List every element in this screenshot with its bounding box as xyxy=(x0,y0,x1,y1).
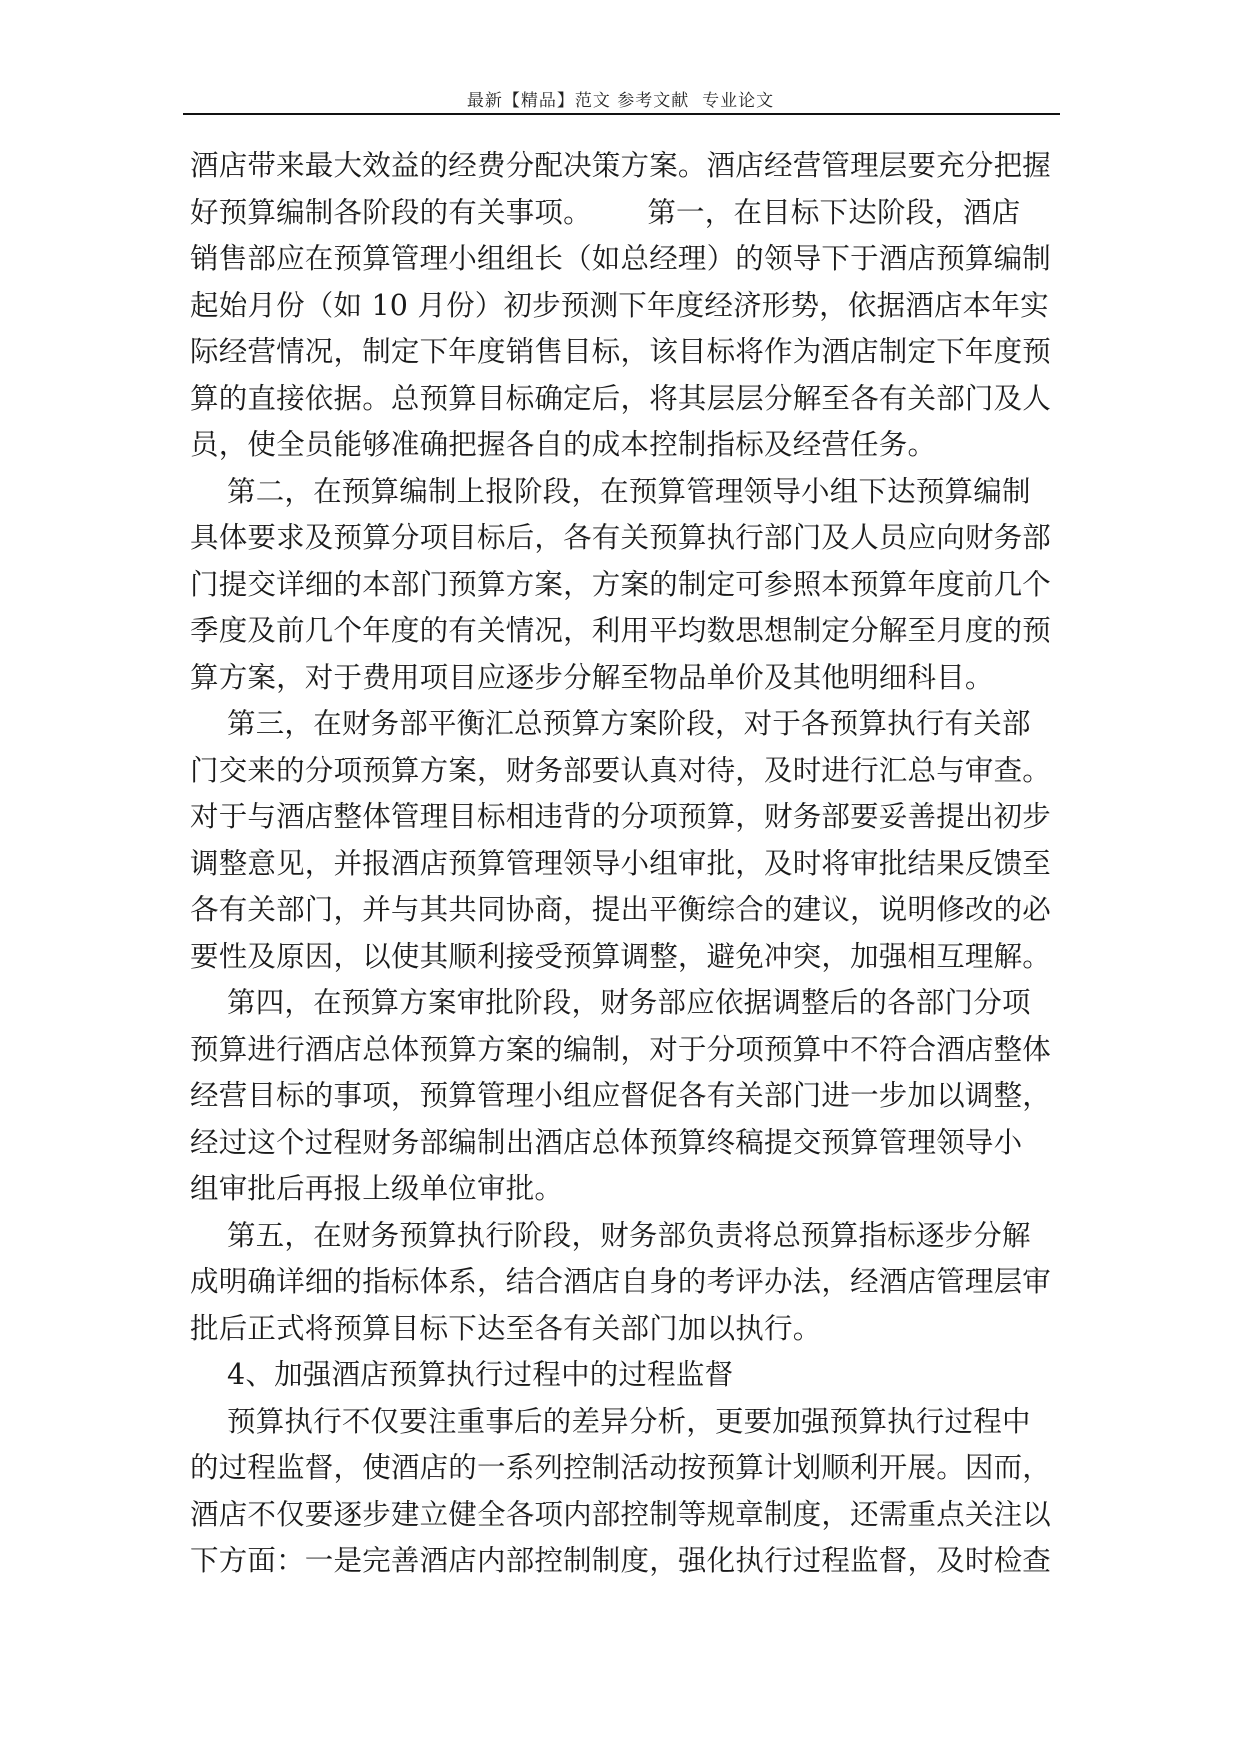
text-line: 第五，在财务预算执行阶段，财务部负责将总预算指标逐步分解 xyxy=(190,1218,1031,1252)
text-line: 际经营情况，制定下年度销售目标，该目标将作为酒店制定下年度预 xyxy=(190,335,1052,368)
text-line: 下方面：一是完善酒店内部控制制度，强化执行过程监督，及时检查 xyxy=(190,1544,1052,1577)
text-line: 酒店不仅要逐步建立健全各项内部控制等规章制度，还需重点关注以 xyxy=(190,1497,1052,1531)
text-line: 算方案，对于费用项目应逐步分解至物品单价及其他明细科目。 xyxy=(190,660,994,694)
text-line: 第三，在财务部平衡汇总预算方案阶段，对于各预算执行有关部 xyxy=(190,707,1031,740)
text-line: 经营目标的事项，预算管理小组应督促各有关部门进一步加以调整， xyxy=(190,1079,1052,1112)
text-line: 好预算编制各阶段的有关事项。 第一，在目标下达阶段，酒店 xyxy=(190,195,1021,229)
text-line: 的过程监督，使酒店的一系列控制活动按预算计划顺利开展。因而， xyxy=(190,1451,1052,1484)
text-line: 对于与酒店整体管理目标相违背的分项预算，财务部要妥善提出初步 xyxy=(190,800,1052,833)
header-rule xyxy=(183,113,1060,115)
text-line: 组审批后再报上级单位审批。 xyxy=(190,1172,564,1205)
text-line: 销售部应在预算管理小组组长（如总经理）的领导下于酒店预算编制 xyxy=(190,242,1052,275)
text-line: 员，使全员能够准确把握各自的成本控制指标及经营任务。 xyxy=(190,428,937,461)
text-line: 预算执行不仅要注重事后的差异分析，更要加强预算执行过程中 xyxy=(190,1404,1031,1438)
text-line: 算的直接依据。总预算目标确定后，将其层层分解至各有关部门及人 xyxy=(190,381,1052,415)
text-line: 具体要求及预算分项目标后，各有关预算执行部门及人员应向财务部 xyxy=(190,521,1052,554)
text-line: 经过这个过程财务部编制出酒店总体预算终稿提交预算管理领导小 xyxy=(190,1125,1023,1159)
section-heading: 4、加强酒店预算执行过程中的过程监督 xyxy=(190,1358,734,1391)
text-line: 季度及前几个年度的有关情况，利用平均数思想制定分解至月度的预 xyxy=(190,614,1052,647)
document-body xyxy=(190,143,1064,1585)
page-header: 最新【精品】范文 参考文献 专业论文 xyxy=(466,91,775,111)
text-line: 酒店带来最大效益的经费分配决策方案。酒店经营管理层要充分把握 xyxy=(190,149,1052,182)
text-line: 要性及原因，以使其顺利接受预算调整，避免冲突，加强相互理解。 xyxy=(190,939,1052,973)
text-line: 门交来的分项预算方案，财务部要认真对待，及时进行汇总与审查。 xyxy=(190,753,1052,787)
text-line: 批后正式将预算目标下达至各有关部门加以执行。 xyxy=(190,1311,822,1345)
text-line: 起始月份（如 10 月份）初步预测下年度经济形势，依据酒店本年实 xyxy=(190,288,1049,322)
text-line: 第二，在预算编制上报阶段，在预算管理领导小组下达预算编制 xyxy=(190,474,1031,508)
text-line: 预算进行酒店总体预算方案的编制，对于分项预算中不符合酒店整体 xyxy=(190,1032,1052,1066)
text-line: 调整意见，并报酒店预算管理领导小组审批，及时将审批结果反馈至 xyxy=(190,846,1052,880)
text-line: 门提交详细的本部门预算方案，方案的制定可参照本预算年度前几个 xyxy=(190,567,1052,601)
text-line: 第四，在预算方案审批阶段，财务部应依据调整后的各部门分项 xyxy=(190,986,1031,1019)
text-line: 各有关部门，并与其共同协商，提出平衡综合的建议，说明修改的必 xyxy=(190,893,1052,926)
text-line: 成明确详细的指标体系，结合酒店自身的考评办法，经酒店管理层审 xyxy=(190,1265,1052,1298)
